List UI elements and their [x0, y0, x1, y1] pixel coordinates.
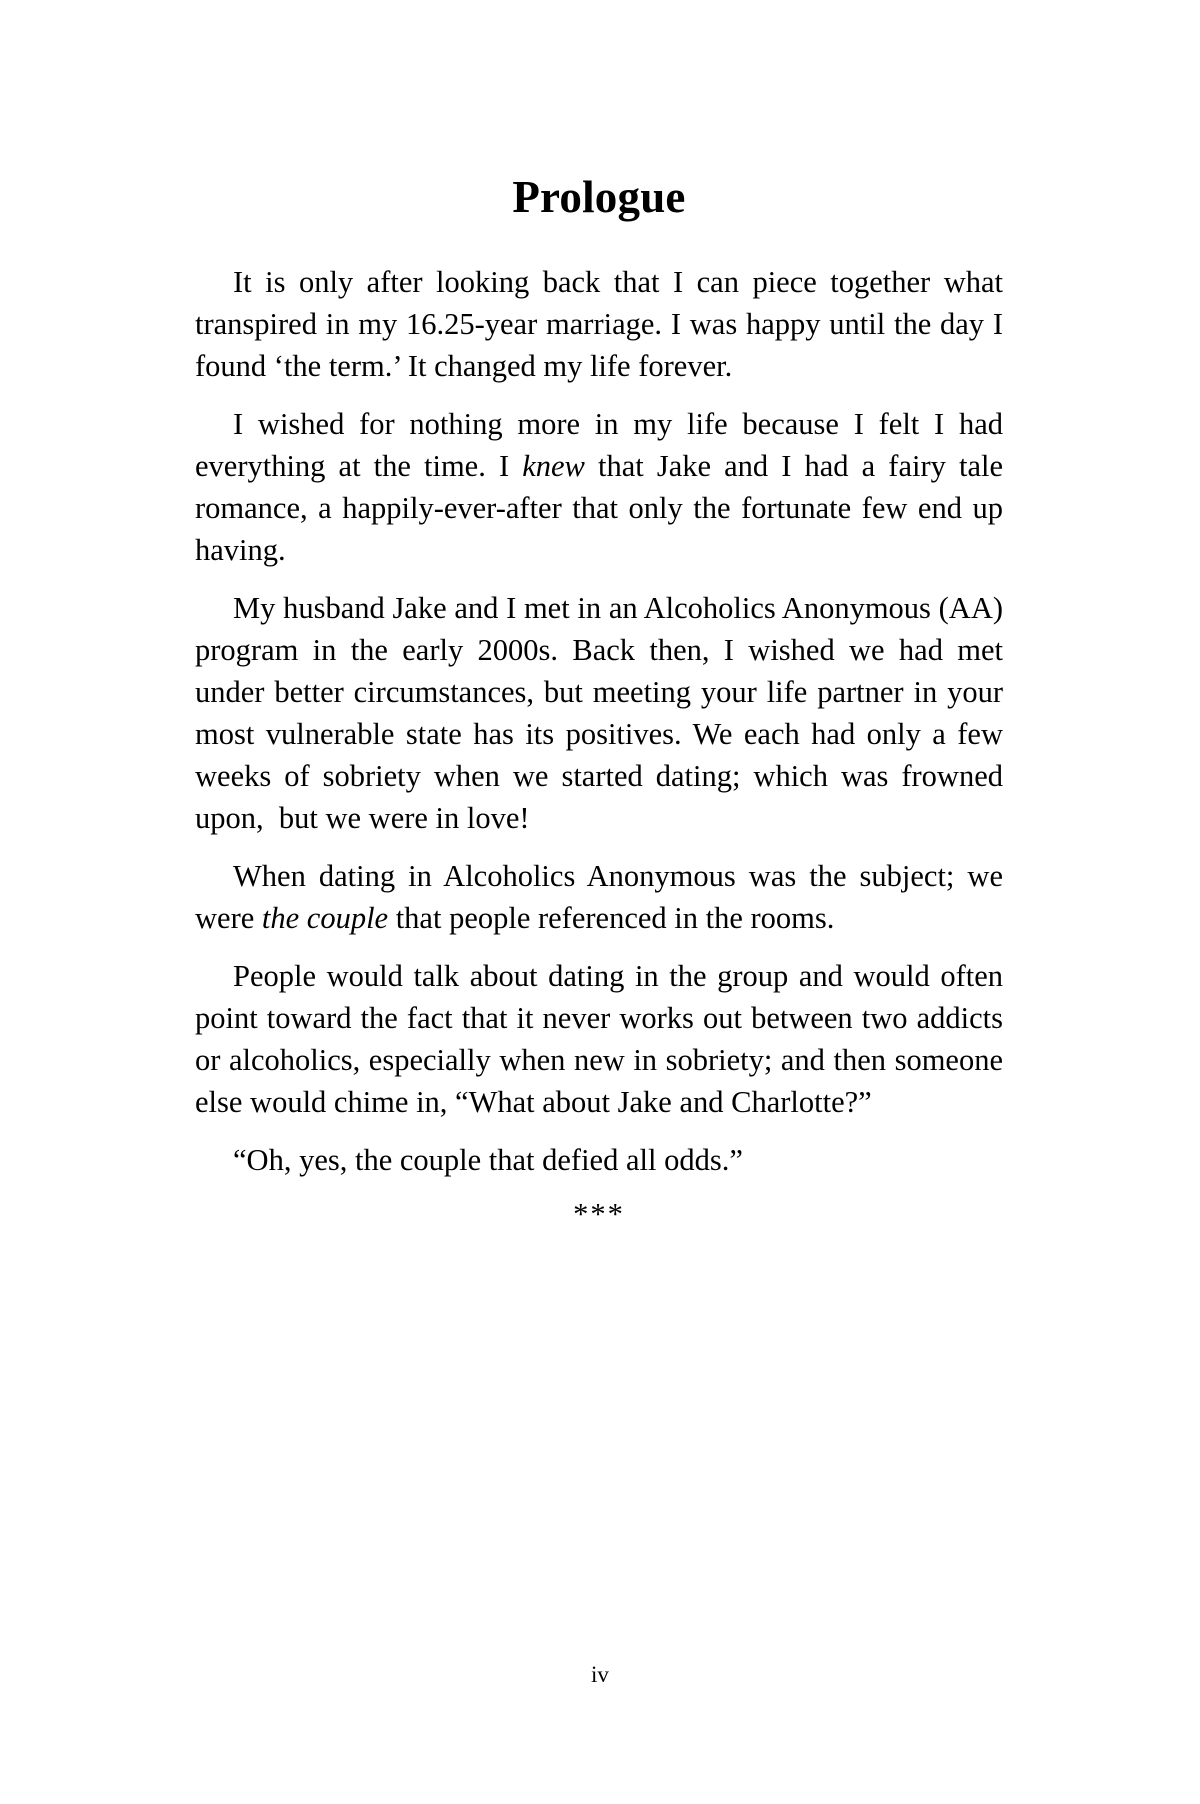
page-title: Prologue	[512, 172, 686, 222]
paragraph-text: People would talk about dating in the group and would often point toward the fact that it never works out between two addicts or alcoholics, especially when new in sobriety; and then someone else would chime in, “What about Jake and Charlotte?”	[195, 959, 1003, 1120]
emphasis-text: the couple	[261, 901, 389, 936]
paragraph-text: When dating in Alcoholics Anonymous was the subject; we were	[195, 859, 1003, 936]
scene-break-divider: ***	[573, 1197, 625, 1232]
paragraph-text: I wished for nothing more in my life because I felt I had everything at the time. I	[195, 407, 1003, 484]
page-text-block	[195, 0, 1003, 1235]
page-number-folio: iv	[591, 1662, 609, 1687]
para-people-would-talk	[195, 955, 1003, 1123]
paragraph-text: “Oh, yes, the couple that defied all odds.”	[233, 1143, 743, 1178]
prologue-body	[195, 261, 1003, 1181]
para-wished-for-nothing	[195, 403, 1003, 571]
paragraph-text: My husband Jake and I met in an Alcoholics Anonymous (AA) program in the early 2000s. Back then, I wished we had met under better circumstances, but meeting your life partner in your most vulnerable state has its positives. We each had only a few weeks of sobriety when we started dating; which was frowned upon, but we were in love!	[195, 591, 1003, 836]
paragraph-text: that people referenced in the rooms.	[388, 901, 835, 936]
paragraph-text: It is only after looking back that I can piece together what transpired in my 16.25-year marriage. I was happy until the day I found ‘the term.’ It changed my life forever.	[195, 265, 1003, 384]
para-looking-back	[195, 261, 1003, 387]
paragraph-text: that Jake and I had a fairy tale romance, a happily-ever-after that only the fortunate few end up having.	[195, 449, 1004, 568]
para-husband-jake	[195, 587, 1003, 839]
para-when-dating	[195, 855, 1003, 939]
emphasis-text: knew	[522, 449, 585, 484]
para-oh-yes	[195, 1139, 1003, 1181]
